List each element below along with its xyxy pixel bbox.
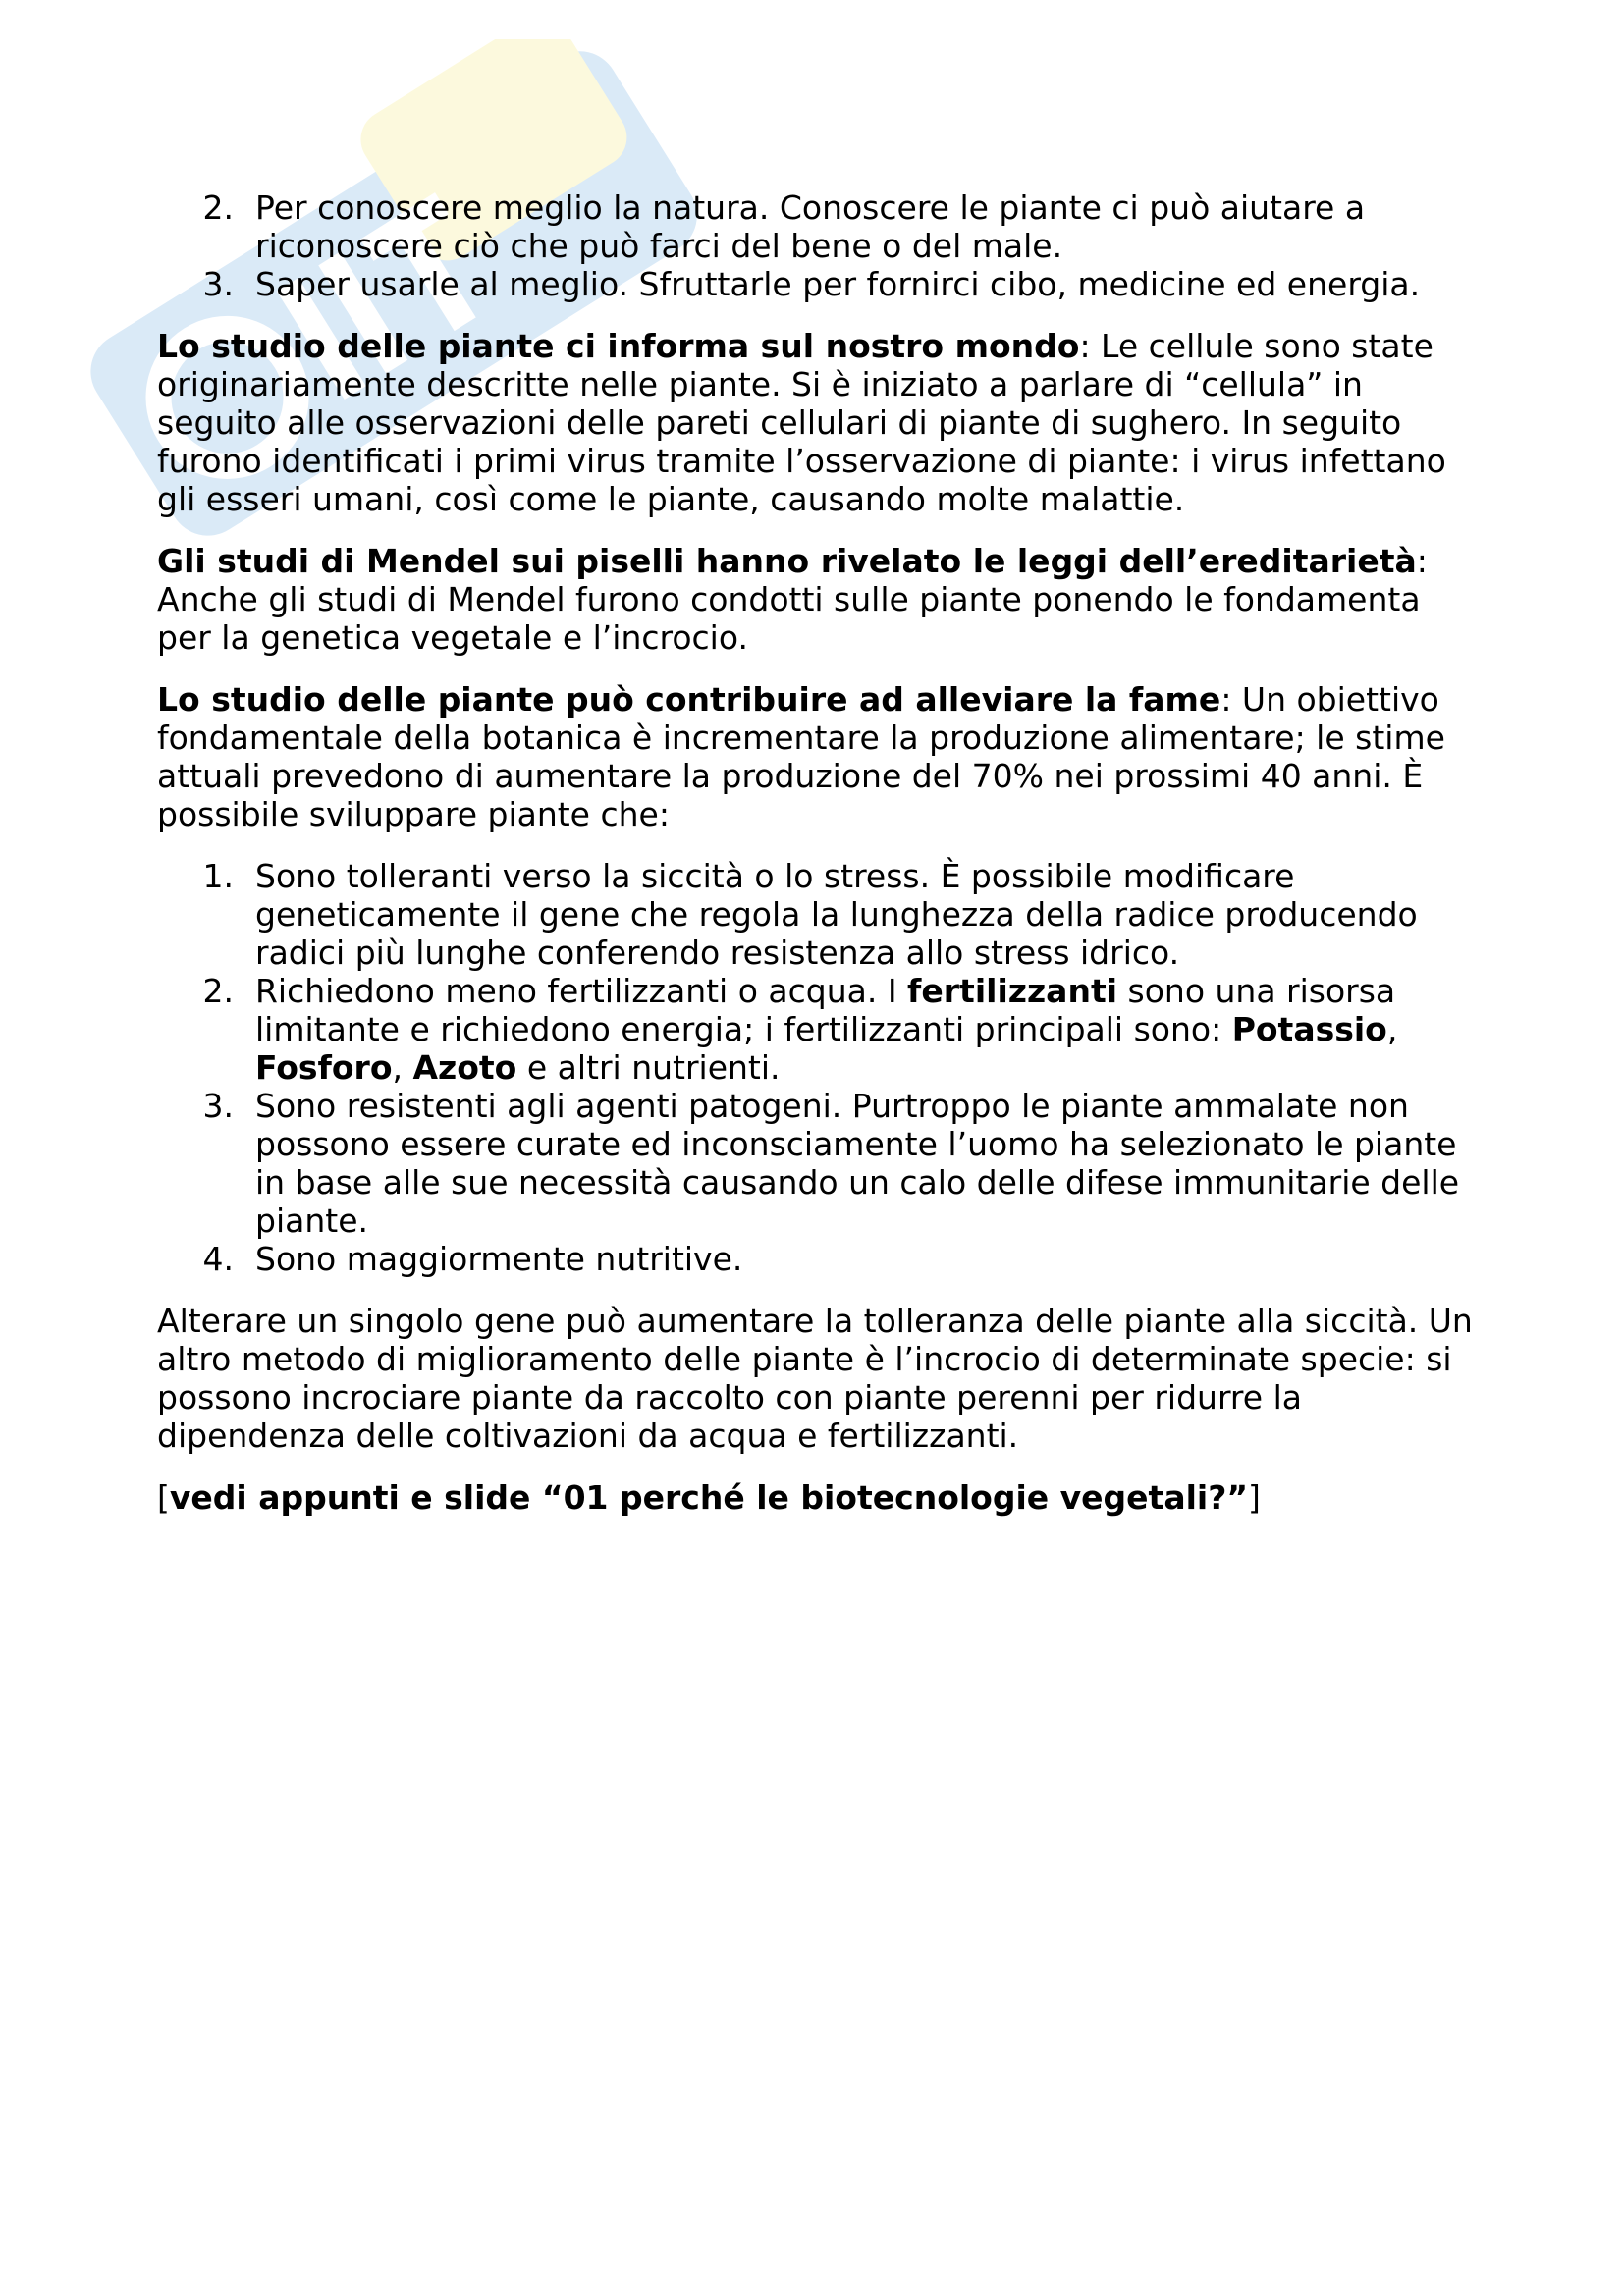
- term-fertilizzanti: fertilizzanti: [907, 972, 1118, 1010]
- list-item-text: Sono tolleranti verso la siccità o lo stress. È possibile modificare geneticamente il gene che regola la lunghezza della radice producendo radici più lunghe conferendo resistenza allo stress idrico.: [255, 857, 1418, 972]
- list-item-text: Per conoscere meglio la natura. Conoscere le piante ci può aiutare a riconoscere ciò che può farci del bene o del male.: [255, 188, 1366, 265]
- paragraph-world: [157, 327, 1483, 518]
- list-item-text: Saper usarle al meglio. Sfruttarle per fornirci cibo, medicine ed energia.: [255, 265, 1421, 303]
- list-number: 2.: [202, 188, 234, 227]
- list-item-text: Richiedono meno fertilizzanti o acqua. I fertilizzanti sono una risorsa limitante e richiedono energia; i fertilizzanti principali sono: Potassio, Fosforo, Azoto e altri nutrienti.: [255, 972, 1398, 1087]
- paragraph-heading: Lo studio delle piante può contribuire ad alleviare la fame: [157, 680, 1221, 719]
- paragraph-gene: Alterare un singolo gene può aumentare la tolleranza delle piante alla siccità. Un altro metodo di miglioramento delle piante è l’incrocio di determinate specie: si possono incrociare piante da raccolto con piante perenni per ridurre la dipendenza delle coltivazioni da acqua e fertilizzanti.: [157, 1302, 1473, 1455]
- list-item: [157, 1087, 1483, 1240]
- reference-note: [vedi appunti e slide “01 perché le biotecnologie vegetali?”]: [157, 1478, 1261, 1517]
- list-item: [157, 972, 1483, 1087]
- list-item: [157, 857, 1483, 972]
- list-number: 2.: [202, 972, 234, 1010]
- list-number: 3.: [202, 265, 234, 303]
- list-item: [157, 265, 1483, 303]
- main-numbered-list: [157, 857, 1483, 1278]
- reference-text: vedi appunti e slide “01 perché le biotecnologie vegetali?”: [169, 1478, 1249, 1517]
- term-azoto: Azoto: [412, 1048, 517, 1087]
- paragraph-text: : Le cellule sono state originariamente descritte nelle piante. Si è iniziato a parlare di “cellula” in seguito alle osservazioni delle pareti cellulari di piante di sughero. In seguito furono identificati i primi virus tramite l’osservazione di piante: i virus infettano gli esseri umani, così come le piante, causando molte malattie.: [157, 327, 1446, 518]
- paragraph-hunger: [157, 680, 1483, 833]
- list-number: 3.: [202, 1087, 234, 1125]
- list-item: [157, 1240, 1483, 1278]
- paragraph-text: : Anche gli studi di Mendel furono condotti sulle piante ponendo le fondamenta per la genetica vegetale e l’incrocio.: [157, 542, 1428, 657]
- list-item-text: Sono maggiormente nutritive.: [255, 1240, 743, 1278]
- term-potassio: Potassio: [1231, 1010, 1387, 1048]
- list-item-text: Sono resistenti agli agenti patogeni. Purtroppo le piante ammalate non possono essere curate ed inconsciamente l’uomo ha selezionato le piante in base alle sue necessità causando un calo delle difese immunitarie delle piante.: [255, 1087, 1460, 1240]
- paragraph-heading: Gli studi di Mendel sui piselli hanno rivelato le leggi dell’ereditarietà: [157, 542, 1417, 580]
- paragraph-mendel: [157, 542, 1483, 657]
- term-fosforo: Fosforo: [255, 1048, 393, 1087]
- top-numbered-list: [157, 188, 1483, 303]
- paragraph-heading: Lo studio delle piante ci informa sul nostro mondo: [157, 327, 1080, 365]
- paragraph-text: : Un obiettivo fondamentale della botanica è incrementare la produzione alimentare; le stime attuali prevedono di aumentare la produzione del 70% nei prossimi 40 anni. È possibile sviluppare piante che:: [157, 680, 1445, 833]
- document-page: [157, 188, 1483, 1540]
- list-number: 1.: [202, 857, 234, 895]
- list-number: 4.: [202, 1240, 234, 1278]
- list-item: [157, 188, 1483, 265]
